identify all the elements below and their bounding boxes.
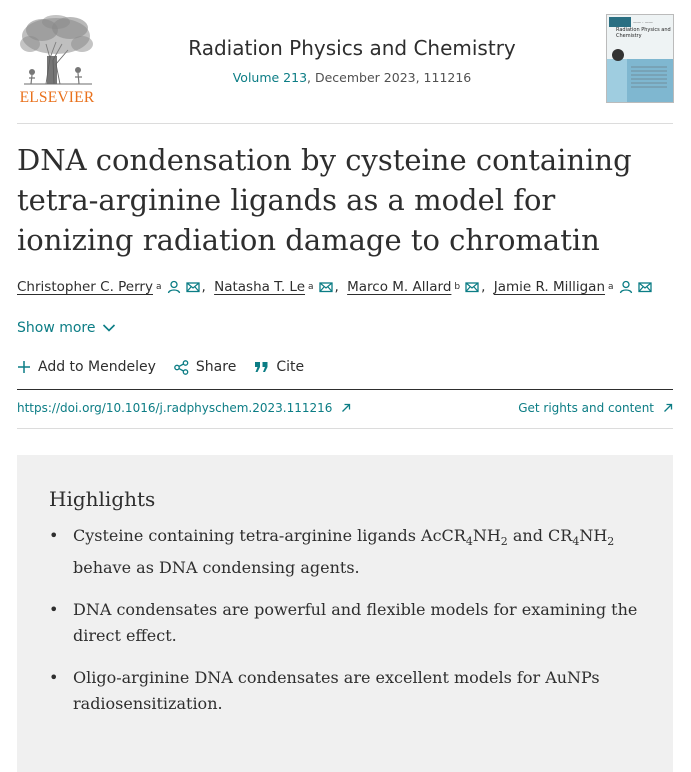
toolbar-divider (17, 389, 673, 390)
journal-header (0, 0, 691, 124)
affiliation-marker[interactable]: b (454, 282, 461, 292)
issue-date: , December 2023, 111216 (307, 70, 472, 85)
subscript: 2 (607, 535, 615, 549)
elsevier-logo[interactable] (16, 14, 98, 106)
doi-text: https://doi.org/10.1016/j.radphyschem.2023.111216 (17, 401, 333, 415)
author[interactable] (494, 279, 652, 295)
plus-icon (17, 360, 31, 374)
author[interactable] (214, 279, 332, 295)
highlights-heading: Highlights (49, 487, 156, 511)
subscript: 4 (465, 535, 473, 549)
issue-info (140, 70, 564, 85)
show-more-label: Show more (17, 320, 96, 336)
elsevier-tree-icon (16, 14, 98, 88)
highlights-box (17, 455, 673, 772)
journal-title[interactable]: Radiation Physics and Chemistry (188, 36, 516, 60)
bullet-icon: • (49, 668, 59, 688)
author-name[interactable]: Christopher C. Perry (17, 279, 153, 295)
bullet-icon: • (49, 526, 59, 545)
cover-journal-line: Radiation Physics and (616, 27, 671, 33)
author[interactable] (17, 279, 200, 295)
share-button[interactable] (174, 359, 236, 375)
person-icon[interactable] (619, 280, 633, 294)
author[interactable] (347, 279, 479, 295)
author-name[interactable]: Jamie R. Milligan (493, 279, 606, 295)
highlight-item: • Oligo-arginine DNA condensates are excellent models for AuNPs radiosensitization. (73, 665, 643, 717)
cover-journal-name (616, 27, 672, 39)
bullet-icon: • (49, 600, 59, 620)
mail-icon[interactable] (638, 280, 652, 294)
affiliation-marker[interactable]: a (308, 282, 314, 292)
article-toolbar (17, 359, 304, 375)
subscript: 4 (572, 535, 580, 549)
mail-icon[interactable] (186, 280, 200, 294)
chevron-down-icon (102, 323, 116, 333)
mail-icon[interactable] (465, 280, 479, 294)
external-link-icon (663, 403, 673, 413)
highlight-item: • Cysteine containing tetra-arginine ligands $AcCR_4NH_2$ and $CR_4NH_2$ behave as DNA condensing agents. (73, 523, 643, 581)
journal-cover-thumbnail[interactable] (606, 14, 674, 103)
author-name[interactable]: Marco M. Allard (347, 279, 452, 295)
rights-text: Get rights and content (518, 401, 654, 415)
add-to-mendeley-button[interactable] (17, 359, 156, 375)
person-icon[interactable] (167, 280, 181, 294)
rights-link[interactable] (518, 401, 673, 415)
cover-journal-line: Chemistry (616, 33, 642, 39)
share-label: Share (195, 359, 237, 375)
svg-text:—— · ——: —— · —— (633, 20, 653, 25)
quote-icon (254, 361, 269, 373)
mail-icon[interactable] (319, 280, 333, 294)
external-link-icon (341, 403, 351, 413)
author-name[interactable]: Natasha T. Le (214, 279, 306, 295)
cite-label: Cite (276, 359, 305, 375)
affiliation-marker[interactable]: a (608, 282, 614, 292)
cite-button[interactable] (254, 359, 304, 375)
author-list: Christopher C. Perry a , Natasha T. Le a , Marco M. Allard b , Jamie R. Milligan a (17, 279, 677, 295)
elsevier-wordmark: ELSEVIER (19, 89, 95, 106)
volume-link[interactable]: Volume 213 (232, 70, 308, 85)
subscript: 2 (500, 535, 508, 549)
highlight-item: • DNA condensates are powerful and flexible models for examining the direct effect. (73, 597, 643, 649)
article-title: DNA condensation by cysteine containing tetra-arginine ligands as a model for ionizing radiation damage to chromatin (17, 143, 632, 257)
affiliation-marker[interactable]: a (155, 282, 162, 292)
mendeley-label: Add to Mendeley (38, 359, 156, 375)
links-divider (17, 428, 673, 429)
highlights-list (49, 523, 643, 733)
share-icon (174, 360, 189, 375)
header-divider (17, 123, 673, 124)
doi-link[interactable] (17, 401, 351, 415)
show-more-button[interactable] (17, 320, 116, 336)
